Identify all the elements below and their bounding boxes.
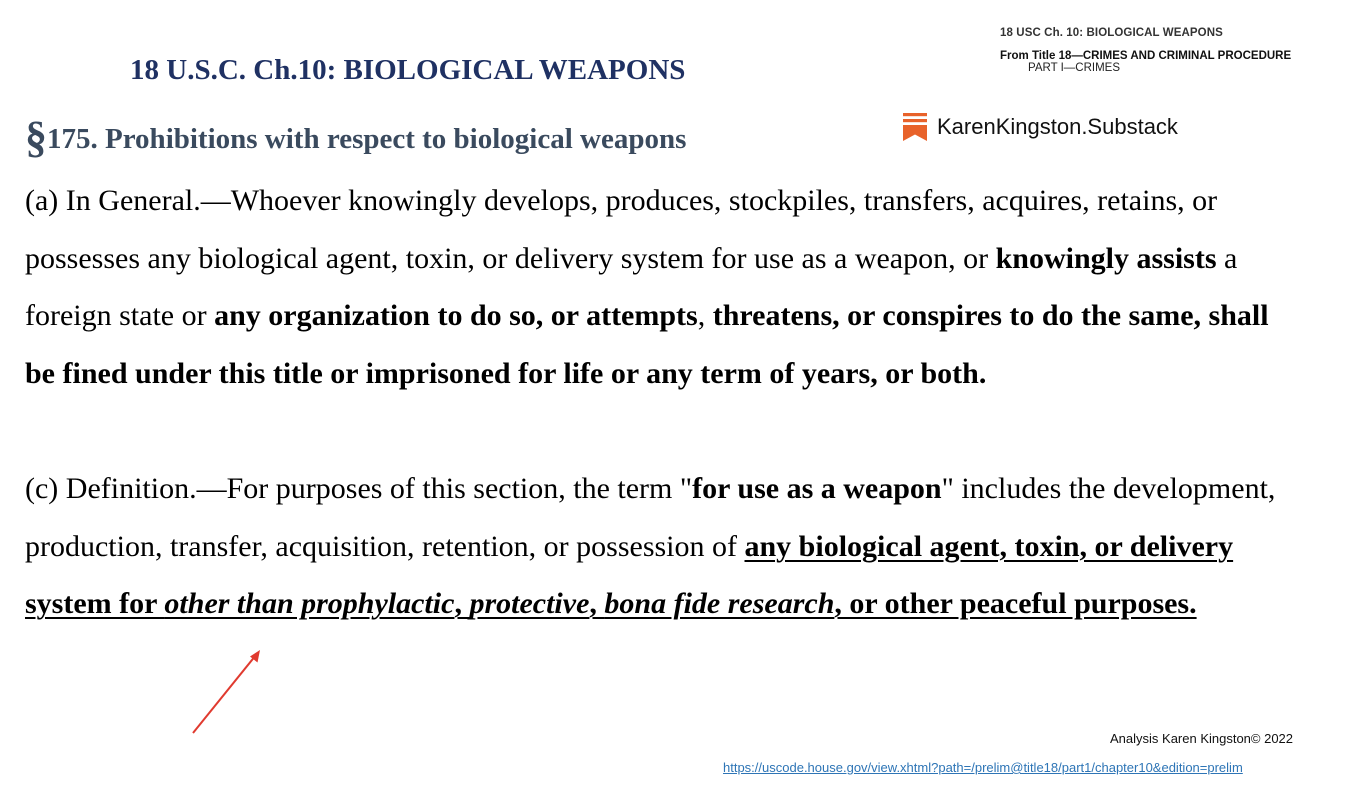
emphasis-for-use-as-weapon: for use as a weapon: [692, 472, 942, 505]
paragraph-a-line-3: [25, 287, 1355, 345]
paragraph-a-line-2: [25, 230, 1355, 288]
emphasis-system-for: system for: [25, 587, 165, 620]
emphasis-prophylactic: other than prophylactic: [164, 587, 455, 620]
text-run: ,: [454, 587, 470, 620]
text-run: a: [1216, 241, 1238, 275]
paragraph-c-line-3: [25, 575, 1355, 633]
from-title-line: From Title 18—CRIMES AND CRIMINAL PROCEDURE: [1000, 50, 1292, 62]
paragraph-a-line-1: (a) In General.—Whoever knowingly develops, produces, stockpiles, transfers, acquires, retains, or: [25, 184, 1218, 217]
paragraph-a: [25, 172, 1355, 402]
section-symbol: §: [25, 113, 47, 162]
annotation-arrow: [188, 644, 268, 738]
emphasis-protective: protective: [469, 587, 590, 620]
emphasis-peaceful-purposes: , or other peaceful purposes.: [834, 587, 1197, 620]
part-line: PART I—CRIMES: [1028, 62, 1121, 74]
paragraph-c: [25, 460, 1355, 633]
text-run: ,: [697, 299, 713, 332]
paragraph-a-line-4: be fined under this title or imprisoned for life or any term of years, or both.: [25, 356, 987, 390]
text-run: " includes the development,: [941, 472, 1276, 505]
paragraph-c-line-2: [25, 518, 1355, 576]
substack-bookmark-icon: [903, 113, 927, 141]
analysis-credit: Analysis Karen Kingston© 2022: [1110, 731, 1294, 746]
emphasis-organization: any organization to do so, or attempts: [214, 299, 698, 332]
text-run: foreign state or: [25, 299, 215, 332]
document-header-block: [1000, 27, 1291, 75]
paragraph-c-line-1: [25, 460, 1355, 518]
text-run: (c) Definition.—For purposes of this section, the term ": [25, 472, 693, 505]
emphasis-biological-agent: any biological agent, toxin, or delivery: [744, 529, 1234, 563]
text-run: production, transfer, acquisition, retention, or possession of: [25, 529, 745, 563]
emphasis-knowingly-assists: knowingly assists: [995, 241, 1217, 275]
doc-label: 18 USC Ch. 10: BIOLOGICAL WEAPONS: [1000, 27, 1223, 39]
chapter-title: 18 U.S.C. Ch.10: BIOLOGICAL WEAPONS: [130, 54, 686, 86]
source-url-link[interactable]: https://uscode.house.gov/view.xhtml?path=/prelim@title18/part1/chapter10&edition=prelim: [723, 760, 1243, 775]
section-heading: [25, 112, 686, 163]
brand-watermark: [903, 113, 1178, 141]
emphasis-threatens: threatens, or conspires to do the same, shall: [712, 299, 1269, 332]
emphasis-bona-fide-research: bona fide research: [604, 587, 835, 620]
text-run: possesses any biological agent, toxin, or delivery system for use as a weapon, or: [25, 241, 996, 275]
text-run: ,: [589, 587, 605, 620]
brand-name: KarenKingston.Substack: [937, 114, 1178, 139]
section-title: 175. Prohibitions with respect to biological weapons: [47, 123, 687, 155]
